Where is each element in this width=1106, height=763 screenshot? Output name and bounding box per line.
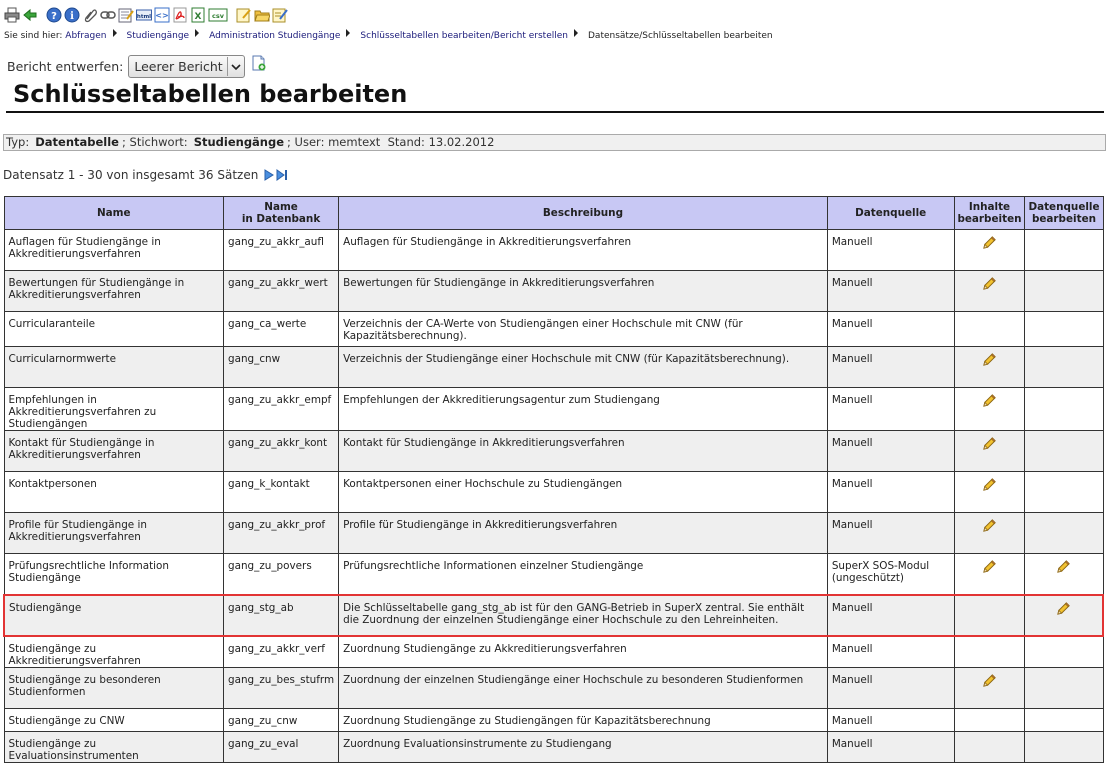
cell-edit-source — [1025, 595, 1103, 636]
column-header-edit-source[interactable]: Datenquelle bearbeiten — [1025, 197, 1103, 230]
cell-edit-source — [1025, 271, 1103, 312]
cell-edit-contents — [954, 554, 1025, 595]
cell-description: Prüfungsrechtliche Informationen einzelner Studiengänge — [339, 554, 828, 595]
table-row — [4, 708, 1103, 731]
edit-icon[interactable] — [118, 7, 134, 23]
excel-export-icon[interactable] — [190, 7, 206, 23]
cell-dbname: gang_zu_akkr_wert — [223, 271, 338, 312]
cell-source: Manuell — [827, 388, 954, 431]
svg-text:X: X — [194, 12, 202, 22]
cell-dbname: gang_zu_eval — [223, 731, 338, 762]
cell-source: Manuell — [827, 731, 954, 762]
toolbar — [4, 6, 288, 24]
cell-edit-source — [1025, 472, 1103, 513]
cell-name: Studiengänge zu Akkreditierungsverfahren — [4, 636, 223, 668]
cell-name: Studiengänge zu besonderen Studienformen — [4, 667, 223, 708]
cell-description: Bewertungen für Studiengänge in Akkreditierungsverfahren — [339, 271, 828, 312]
cell-edit-contents — [954, 271, 1025, 312]
table-row — [4, 230, 1103, 271]
cell-edit-contents — [954, 472, 1025, 513]
table-row — [4, 513, 1103, 554]
cell-name: Bewertungen für Studiengänge in Akkreditierungsverfahren — [4, 271, 223, 312]
next-page-icon[interactable] — [264, 169, 274, 181]
last-page-icon[interactable] — [276, 169, 288, 181]
info-stichwort-label: ; Stichwort: — [121, 135, 188, 149]
column-header-source[interactable]: Datenquelle — [827, 197, 954, 230]
column-header-dbname[interactable]: Name in Datenbank — [223, 197, 338, 230]
cell-description: Zuordnung Studiengänge zu Studiengängen für Kapazitätsberechnung — [339, 708, 828, 731]
cell-dbname: gang_zu_akkr_verf — [223, 636, 338, 668]
table-header-row — [4, 197, 1103, 230]
open-folder-icon[interactable] — [254, 7, 270, 23]
cell-name: Kontakt für Studiengänge in Akkreditierungsverfahren — [4, 431, 223, 472]
cell-name: Curricularanteile — [4, 312, 223, 347]
report-label: Bericht entwerfen: — [7, 59, 124, 74]
new-report-icon[interactable] — [251, 55, 267, 71]
cell-dbname: gang_zu_akkr_prof — [223, 513, 338, 554]
table-row — [4, 667, 1103, 708]
table-row — [4, 312, 1103, 347]
cell-edit-contents — [954, 347, 1025, 388]
cell-name: Auflagen für Studiengänge in Akkreditierungsverfahren — [4, 230, 223, 271]
cell-name: Studiengänge zu CNW — [4, 708, 223, 731]
cell-dbname: gang_stg_ab — [223, 595, 338, 636]
breadcrumb-arrow-icon — [113, 29, 117, 37]
help-icon[interactable] — [46, 7, 62, 23]
new-note-icon[interactable] — [236, 7, 252, 23]
edit-contents-pencil-icon[interactable] — [982, 559, 997, 574]
cell-description: Verzeichnis der Studiengänge einer Hochschule mit CNW (für Kapazitätsberechnung). — [339, 347, 828, 388]
cell-description: Kontakt für Studiengänge in Akkreditierungsverfahren — [339, 431, 828, 472]
data-table — [3, 196, 1104, 763]
csv-export-icon[interactable] — [208, 7, 228, 23]
cell-edit-source — [1025, 554, 1103, 595]
column-header-edit-contents[interactable]: Inhalte bearbeiten — [954, 197, 1025, 230]
cell-name: Curricularnormwerte — [4, 347, 223, 388]
cell-description: Kontaktpersonen einer Hochschule zu Studiengängen — [339, 472, 828, 513]
breadcrumb-link-administration[interactable]: Administration Studiengänge — [209, 31, 341, 41]
cell-source: Manuell — [827, 595, 954, 636]
cell-dbname: gang_zu_akkr_aufl — [223, 230, 338, 271]
cell-dbname: gang_zu_akkr_empf — [223, 388, 338, 431]
table-row — [4, 271, 1103, 312]
cell-source: Manuell — [827, 667, 954, 708]
cell-name: Studiengänge — [4, 595, 223, 636]
column-header-description[interactable]: Beschreibung — [339, 197, 828, 230]
cell-edit-contents — [954, 636, 1025, 668]
cell-description: Profile für Studiengänge in Akkreditierungsverfahren — [339, 513, 828, 554]
cell-edit-contents — [954, 388, 1025, 431]
cell-description: Empfehlungen der Akkreditierungsagentur zum Studiengang — [339, 388, 828, 431]
cell-source: Manuell — [827, 271, 954, 312]
breadcrumb-link-schluesseltabellen[interactable]: Schlüsseltabellen bearbeiten/Bericht erstellen — [360, 31, 568, 41]
breadcrumb — [4, 29, 773, 41]
svg-text:html: html — [136, 14, 152, 20]
report-design-row — [7, 55, 267, 78]
breadcrumb-arrow-icon — [346, 29, 350, 37]
svg-text:csv: csv — [212, 12, 224, 20]
info-icon[interactable] — [64, 7, 80, 23]
edit-note-icon[interactable] — [272, 7, 288, 23]
column-header-name[interactable]: Name — [4, 197, 223, 230]
cell-edit-contents — [954, 431, 1025, 472]
cell-dbname: gang_zu_bes_stufrm — [223, 667, 338, 708]
report-select[interactable] — [128, 55, 244, 78]
edit-source-pencil-icon[interactable] — [1056, 559, 1071, 574]
cell-description: Auflagen für Studiengänge in Akkreditierungsverfahren — [339, 230, 828, 271]
cell-edit-contents — [954, 667, 1025, 708]
edit-contents-pencil-icon[interactable] — [982, 352, 997, 367]
cell-name: Prüfungsrechtliche Information Studiengänge — [4, 554, 223, 595]
cell-edit-source — [1025, 667, 1103, 708]
page-title: Schlüsseltabellen bearbeiten — [13, 80, 408, 108]
cell-dbname: gang_zu_cnw — [223, 708, 338, 731]
edit-contents-pencil-icon[interactable] — [982, 276, 997, 291]
cell-edit-source — [1025, 636, 1103, 668]
cell-description: Zuordnung Evaluationsinstrumente zu Studiengang — [339, 731, 828, 762]
info-rest: ; User: memtext Stand: 13.02.2012 — [287, 135, 495, 149]
breadcrumb-prefix: Sie sind hier: — [4, 31, 63, 41]
cell-dbname: gang_ca_werte — [223, 312, 338, 347]
breadcrumb-arrow-icon — [195, 29, 199, 37]
table-row — [4, 554, 1103, 595]
cell-description: Zuordnung Studiengänge zu Akkreditierungsverfahren — [339, 636, 828, 668]
breadcrumb-link-studiengaenge[interactable]: Studiengänge — [126, 31, 190, 41]
cell-edit-contents — [954, 595, 1025, 636]
cell-name: Empfehlungen in Akkreditierungsverfahren zu Studiengängen — [4, 388, 223, 431]
cell-edit-source — [1025, 708, 1103, 731]
cell-name: Kontaktpersonen — [4, 472, 223, 513]
cell-source: Manuell — [827, 472, 954, 513]
breadcrumb-arrow-icon — [574, 29, 578, 37]
report-select-value: Leerer Bericht — [134, 59, 223, 74]
cell-source: Manuell — [827, 431, 954, 472]
pager-text: Datensatz 1 - 30 von insgesamt 36 Sätzen — [3, 168, 259, 182]
chevron-down-icon — [227, 57, 244, 76]
cell-source: Manuell — [827, 347, 954, 388]
cell-source: Manuell — [827, 708, 954, 731]
cell-edit-source — [1025, 347, 1103, 388]
cell-edit-contents — [954, 513, 1025, 554]
cell-dbname: gang_cnw — [223, 347, 338, 388]
svg-text:<>: <> — [155, 11, 169, 20]
back-icon[interactable] — [22, 7, 38, 23]
table-row — [4, 388, 1103, 431]
cell-edit-source — [1025, 230, 1103, 271]
cell-edit-source — [1025, 312, 1103, 347]
cell-source: Manuell — [827, 230, 954, 271]
info-bar — [3, 134, 1106, 151]
edit-contents-pencil-icon[interactable] — [982, 393, 997, 408]
cell-source: Manuell — [827, 513, 954, 554]
xml-export-icon[interactable] — [154, 7, 170, 23]
info-typ-label: Typ: — [6, 135, 30, 149]
cell-edit-source — [1025, 731, 1103, 762]
svg-text:i: i — [70, 11, 74, 22]
cell-edit-source — [1025, 388, 1103, 431]
info-typ-value: Datentabelle — [35, 135, 119, 149]
pager — [3, 168, 288, 182]
edit-contents-pencil-icon[interactable] — [982, 235, 997, 250]
cell-edit-source — [1025, 431, 1103, 472]
table-row — [4, 636, 1103, 668]
cell-source: SuperX SOS-Modul (ungeschützt) — [827, 554, 954, 595]
edit-contents-pencil-icon[interactable] — [982, 477, 997, 492]
table-row — [4, 472, 1103, 513]
cell-name: Studiengänge zu Evaluationsinstrumenten — [4, 731, 223, 762]
cell-edit-contents — [954, 230, 1025, 271]
cell-dbname: gang_zu_povers — [223, 554, 338, 595]
cell-name: Profile für Studiengänge in Akkreditierungsverfahren — [4, 513, 223, 554]
edit-contents-pencil-icon[interactable] — [982, 673, 997, 688]
html-export-icon[interactable] — [136, 7, 152, 23]
cell-edit-contents — [954, 312, 1025, 347]
edit-source-pencil-icon[interactable] — [1056, 601, 1071, 616]
cell-description: Die Schlüsseltabelle gang_stg_ab ist für den GANG-Betrieb in SuperX zentral. Sie enthält die Zuordnung der einzelnen Studiengänge einer Hochschule zu den Lehreinheiten. — [339, 595, 828, 636]
link-icon[interactable] — [100, 7, 116, 23]
info-stichwort-value: Studiengänge — [193, 135, 285, 149]
title-divider — [6, 111, 1104, 113]
cell-source: Manuell — [827, 312, 954, 347]
breadcrumb-current: Datensätze/Schlüsseltabellen bearbeiten — [588, 31, 773, 41]
print-icon[interactable] — [4, 7, 20, 23]
table-row — [4, 431, 1103, 472]
edit-contents-pencil-icon[interactable] — [982, 436, 997, 451]
table-row — [4, 347, 1103, 388]
cell-dbname: gang_k_kontakt — [223, 472, 338, 513]
breadcrumb-link-abfragen[interactable]: Abfragen — [65, 31, 107, 41]
cell-edit-contents — [954, 708, 1025, 731]
svg-text:?: ? — [51, 11, 57, 22]
cell-edit-contents — [954, 731, 1025, 762]
cell-dbname: gang_zu_akkr_kont — [223, 431, 338, 472]
pdf-export-icon[interactable] — [172, 7, 188, 23]
cell-description: Zuordnung der einzelnen Studiengänge einer Hochschule zu besonderen Studienformen — [339, 667, 828, 708]
table-row — [4, 595, 1103, 636]
cell-description: Verzeichnis der CA-Werte von Studiengängen einer Hochschule mit CNW (für Kapazitätsberechnung). — [339, 312, 828, 347]
cell-source: Manuell — [827, 636, 954, 668]
edit-contents-pencil-icon[interactable] — [982, 518, 997, 533]
attach-icon[interactable] — [82, 7, 98, 23]
cell-edit-source — [1025, 513, 1103, 554]
table-row — [4, 731, 1103, 762]
